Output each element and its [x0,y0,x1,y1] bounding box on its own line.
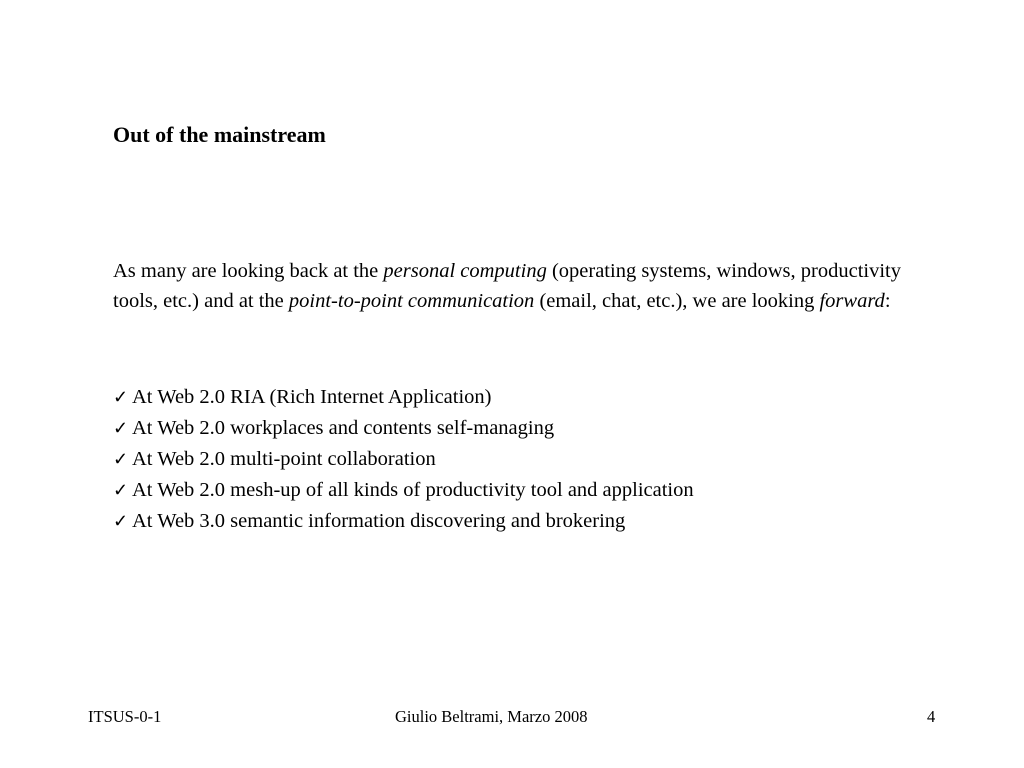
footer-course-code: ITSUS-0-1 [88,707,162,726]
intro-emphasis-forward: forward [819,290,885,312]
intro-emphasis-point-to-point: point-to-point communication [288,290,535,312]
bullet-list [113,382,694,537]
list-item [113,382,694,413]
footer-author-date: Giulio Beltrami, Marzo 2008 [395,707,588,726]
checkmark-icon: ✓ [113,418,129,438]
intro-text-1: As many are looking back at the [113,260,384,282]
list-item [113,506,694,537]
bullet-text: At Web 2.0 workplaces and contents self-managing [132,417,555,439]
checkmark-icon: ✓ [113,449,129,469]
bullet-text: At Web 3.0 semantic information discovering and brokering [132,510,626,532]
list-item [113,475,694,506]
checkmark-icon: ✓ [113,387,129,407]
bullet-text: At Web 2.0 multi-point collaboration [132,448,436,470]
checkmark-icon: ✓ [113,480,129,500]
slide-title: Out of the mainstream [113,122,326,147]
checkmark-icon: ✓ [113,511,129,531]
intro-text-4: : [884,290,891,312]
intro-emphasis-personal-computing: personal computing [383,260,547,282]
list-item [113,413,694,444]
intro-text-2: (operating systems, windows, productivity tools, etc.) and at the [113,260,901,312]
footer-page-number: 4 [927,707,936,726]
bullet-text: At Web 2.0 RIA (Rich Internet Application) [132,386,492,408]
list-item [113,444,694,475]
bullet-text: At Web 2.0 mesh-up of all kinds of productivity tool and application [132,479,694,501]
intro-paragraph [113,256,903,316]
intro-text-3: (email, chat, etc.), we are looking [534,290,820,312]
